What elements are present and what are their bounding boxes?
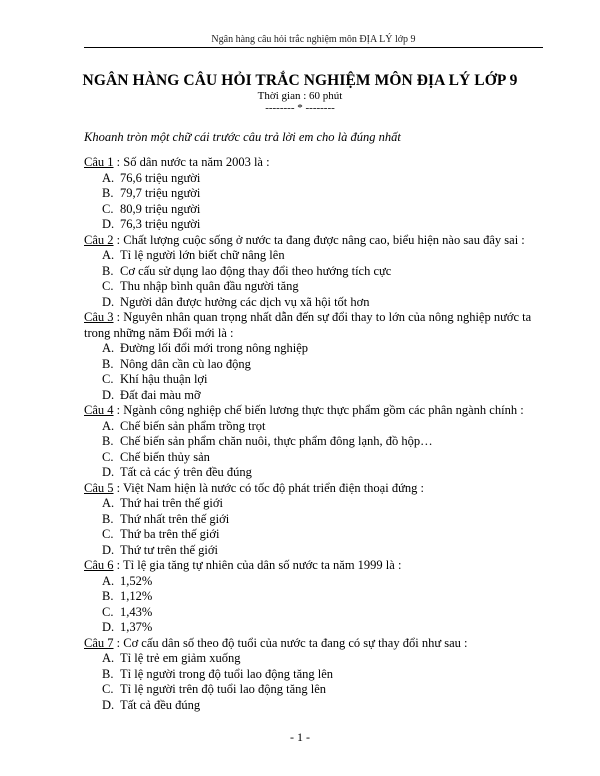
option-letter: D. [102,620,115,634]
option-text: Chế biến thủy sản [120,449,210,464]
option-letter: B. [102,186,114,200]
option-text: 76,6 triệu người [120,170,201,185]
question-list [84,155,554,713]
option-text: Nông dân cần cù lao động [120,356,251,371]
answer-option[interactable] [102,605,554,621]
answer-option[interactable] [102,171,554,187]
question-block [84,403,554,481]
answer-option[interactable] [102,248,554,264]
option-letter: C. [102,372,114,386]
option-text: 80,9 triệu người [120,201,201,216]
option-text: Tỉ lệ người lớn biết chữ nâng lên [120,248,285,262]
option-text: Người dân được hưởng các dịch vụ xã hội tốt hơn [120,294,370,309]
instruction: Khoanh tròn một chữ cái trước câu trả lời em cho là đúng nhất [84,130,401,144]
answer-option[interactable] [102,682,554,698]
question-label: Câu 2 [84,232,114,247]
answer-option[interactable] [102,341,554,357]
option-text: Tỉ lệ người trên độ tuổi lao động tăng lên [120,682,327,696]
question-text: : Chất lượng cuộc sống ở nước ta đang được nâng cao, biểu hiện nào sau đây sai : [113,232,525,247]
option-letter: D. [102,217,115,231]
answer-option[interactable] [102,620,554,636]
question-block [84,558,554,636]
option-letter: B. [102,589,114,603]
answer-option[interactable] [102,589,554,605]
option-text: 79,7 triệu người [120,186,201,200]
question-text: : Việt Nam hiện là nước có tốc độ phát triển điện thoại đứng : [113,480,424,495]
answer-option[interactable] [102,651,554,667]
header-rule [84,47,543,48]
option-letter: B. [102,666,114,681]
answer-option[interactable] [102,527,554,543]
option-text: Cơ cấu sử dụng lao động thay đổi theo hướng tích cực [120,263,392,278]
option-letter: A. [102,170,115,185]
question-block [84,636,554,714]
answer-option[interactable] [102,372,554,388]
question-stem [84,155,554,171]
option-text: Thứ nhất trên thế giới [120,511,230,526]
option-letter: D. [102,294,115,309]
option-letter: B. [102,356,114,371]
option-text: Thứ tư trên thế giới [120,542,218,557]
option-letter: C. [102,201,114,216]
answer-option[interactable] [102,543,554,559]
option-text: Chế biến sản phẩm trồng trọt [120,418,266,433]
answer-option[interactable] [102,388,554,404]
option-letter: B. [102,263,114,278]
question-stem [84,233,554,249]
answer-option[interactable] [102,202,554,218]
question-label: Câu 6 [84,558,114,572]
option-text: Đất đai màu mỡ [120,387,201,402]
option-text: Tỉ lệ trẻ em giảm xuống [120,651,241,665]
option-text: 1,12% [120,589,153,603]
time-allowed: Thời gian : 60 phút [257,90,343,102]
option-letter: A. [102,248,115,262]
answer-option[interactable] [102,295,554,311]
question-stem [84,481,554,497]
answer-option[interactable] [102,279,554,295]
answer-option[interactable] [102,217,554,233]
answer-option[interactable] [102,450,554,466]
running-header: Ngân hàng câu hỏi trắc nghiệm môn ĐỊA LÝ lớp 9 [211,34,416,45]
question-block [84,233,554,311]
answer-option[interactable] [102,434,554,450]
option-letter: C. [102,604,114,619]
option-text: Tất cả các ý trên đều đúng [120,465,252,479]
question-stem [84,558,554,574]
question-text: : Tỉ lệ gia tăng tự nhiên của dân số nước ta năm 1999 là : [113,558,402,572]
option-letter: B. [102,511,114,526]
option-letter: D. [102,697,115,712]
question-label: Câu 4 [84,403,114,417]
answer-option[interactable] [102,698,554,714]
answer-option[interactable] [102,264,554,280]
option-text: 76,3 triệu người [120,217,201,231]
question-stem [84,636,554,652]
question-block [84,155,554,233]
option-letter: C. [102,527,114,541]
question-label: Câu 5 [84,480,114,495]
answer-option[interactable] [102,512,554,528]
option-text: 1,52% [120,573,153,588]
option-text: 1,37% [120,620,153,634]
question-text: : Số dân nước ta năm 2003 là : [113,155,270,169]
question-label: Câu 3 [84,310,114,324]
option-letter: B. [102,434,114,448]
option-letter: C. [102,279,114,293]
question-block [84,481,554,559]
answer-option[interactable] [102,574,554,590]
page-number: - 1 - [290,730,310,744]
option-text: 1,43% [120,604,153,619]
option-text: Tỉ lệ người trong độ tuổi lao động tăng lên [120,666,334,681]
answer-option[interactable] [102,186,554,202]
answer-option[interactable] [102,465,554,481]
option-text: Thứ hai trên thế giới [120,496,223,510]
question-text: : Nguyên nhân quan trọng nhất dẫn đến sự đổi thay to lớn của nông nghiệp nước ta trong những năm Đổi mới là : [84,310,532,340]
option-letter: A. [102,573,115,588]
question-stem [84,310,554,341]
option-text: Thu nhập bình quân đầu người tăng [120,279,299,293]
option-letter: C. [102,449,114,464]
question-text: : Ngành công nghiệp chế biến lương thực thực phẩm gồm các phân ngành chính : [113,403,524,417]
option-text: Đường lối đổi mới trong nông nghiệp [120,341,309,355]
option-text: Tất cả đều đúng [120,697,201,712]
option-text: Khí hậu thuận lợi [120,372,208,386]
answer-option[interactable] [102,667,554,683]
answer-option[interactable] [102,357,554,373]
question-label: Câu 1 [84,155,114,169]
option-letter: A. [102,418,115,433]
question-text: : Cơ cấu dân số theo độ tuổi của nước ta đang có sự thay đổi như sau : [113,635,468,650]
question-label: Câu 7 [84,635,114,650]
option-letter: D. [102,387,115,402]
option-letter: A. [102,496,115,510]
option-letter: A. [102,651,115,665]
option-text: Chế biến sản phẩm chăn nuôi, thực phẩm đông lạnh, đồ hộp… [120,434,433,448]
option-letter: C. [102,682,114,696]
option-text: Thứ ba trên thế giới [120,527,220,541]
answer-option[interactable] [102,496,554,512]
option-letter: D. [102,542,115,557]
question-stem [84,403,554,419]
answer-option[interactable] [102,419,554,435]
document-title: NGÂN HÀNG CÂU HỎI TRẮC NGHIỆM MÔN ĐỊA LÝ LỚP 9 [82,72,518,89]
title-divider: -------- * -------- [265,102,335,114]
option-letter: D. [102,465,115,479]
question-block [84,310,554,403]
option-letter: A. [102,341,115,355]
